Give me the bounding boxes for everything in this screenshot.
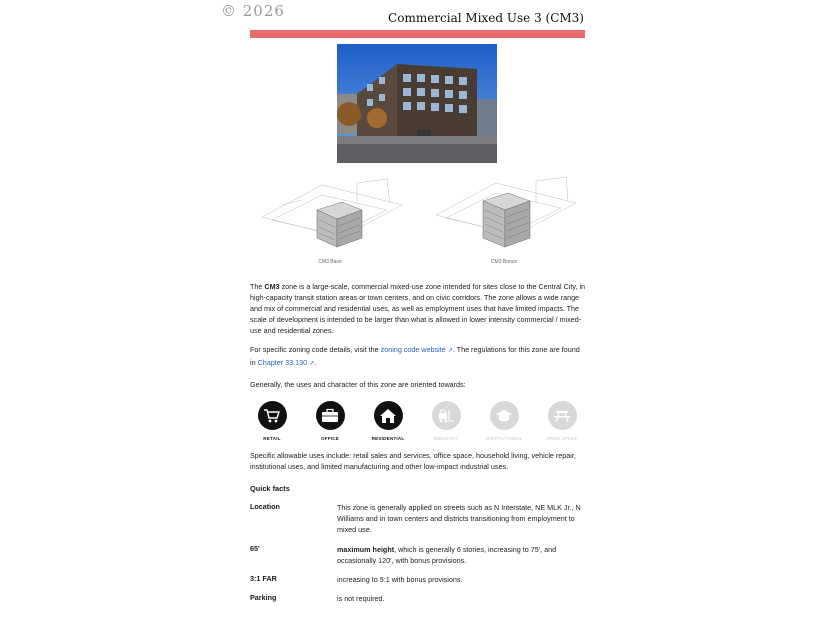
copyright-watermark: © 2026 bbox=[221, 2, 285, 20]
fact-value-far: increasing to 5:1 with bonus provisions. bbox=[337, 575, 463, 584]
picnic-table-icon bbox=[548, 401, 577, 430]
use-label: OFFICE bbox=[320, 436, 340, 441]
details-middle: . The regulations for this zone are found in bbox=[250, 345, 580, 367]
use-institutional bbox=[482, 401, 526, 441]
forklift-icon bbox=[432, 401, 461, 430]
fact-value-height-bold: maximum height bbox=[337, 545, 395, 554]
cm3-base-drawing bbox=[262, 175, 402, 260]
fact-value-parking: is not required. bbox=[337, 594, 385, 603]
allowable-uses: Specific allowable uses include: retail sales and services, office space, household living, vehicle repair, institutional uses, and limited manufacturing and other low-impact industrial uses. bbox=[250, 451, 576, 471]
use-label: INSTITUTIONAL bbox=[485, 436, 523, 441]
intro-paragraph: The CM3 zone is a large-scale, commercial mixed-use zone intended for sites close to the Central City, in high-capacity transit station areas or town centers, and on civic corridors. The zone allows a wide range and mix of commercial and residential uses, as well as employment uses that have limited impacts. The scale of development is intended to be larger than what is allowed in lower intensity commercial / mixed-use and residential zones. bbox=[250, 282, 586, 335]
fact-value-height-text: , which is generally 6 stories, increasing to 75', and occasionally 120', with bonus provisions. bbox=[337, 545, 557, 565]
fact-key-far: 3:1 FAR bbox=[250, 574, 277, 583]
intro-text: zone is a large-scale, commercial mixed-use zone intended for sites close to the Central City, in high-capacity transit station areas or town centers, and on civic corridors. The zone allows a wide range and mix of commercial and residential uses, as well as employment uses that have limited impacts. The scale of development is intended to be larger than what is allowed in lower intensity commercial / mixed-use and residential zones. bbox=[250, 282, 586, 335]
external-link-icon: ↗ bbox=[447, 348, 453, 354]
cm3-bonus-drawing bbox=[436, 175, 576, 260]
graduation-cap-icon bbox=[490, 401, 519, 430]
fact-key-parking: Parking bbox=[250, 593, 277, 602]
use-residential bbox=[366, 401, 410, 441]
external-link-icon: ↗ bbox=[309, 361, 315, 367]
briefcase-icon bbox=[316, 401, 345, 430]
details-suffix: . bbox=[314, 358, 317, 367]
fact-key-location: Location bbox=[250, 502, 280, 511]
house-icon bbox=[374, 401, 403, 430]
fact-value-height bbox=[337, 544, 587, 566]
page-title: Commercial Mixed Use 3 (CM3) bbox=[388, 11, 584, 25]
chapter-link[interactable]: Chapter 33.130 bbox=[257, 358, 308, 367]
use-open-space bbox=[540, 401, 584, 441]
zoning-code-website-link[interactable]: zoning code website bbox=[380, 345, 446, 354]
uses-intro: Generally, the uses and character of this zone are oriented towards: bbox=[250, 380, 466, 389]
details-paragraph bbox=[250, 344, 586, 370]
use-industry bbox=[424, 401, 468, 441]
building-photo bbox=[337, 44, 497, 163]
use-retail bbox=[250, 401, 294, 441]
uses-icon-row bbox=[250, 401, 590, 445]
use-label: INDUSTRY bbox=[433, 436, 459, 441]
use-label: RETAIL bbox=[263, 436, 281, 441]
cart-icon bbox=[258, 401, 287, 430]
use-label: OPEN SPACE bbox=[546, 436, 578, 441]
accent-bar bbox=[250, 30, 585, 38]
fact-value-location: This zone is generally applied on streets such as N Interstate, NE MLK Jr., N Williams and in town centers and districts transitioning from employment to mixed use. bbox=[337, 503, 581, 534]
use-office bbox=[308, 401, 352, 441]
quick-facts-title: Quick facts bbox=[250, 484, 290, 493]
details-prefix: For specific zoning code details, visit the bbox=[250, 345, 381, 354]
cm3-bonus-caption: CM3 Bonus bbox=[490, 259, 518, 265]
use-label: RESIDENTIAL bbox=[371, 436, 405, 441]
cm3-base-caption: CM3 Base bbox=[318, 259, 342, 265]
zone-code: CM3 bbox=[264, 282, 280, 291]
fact-key-height: 65' bbox=[250, 544, 260, 553]
